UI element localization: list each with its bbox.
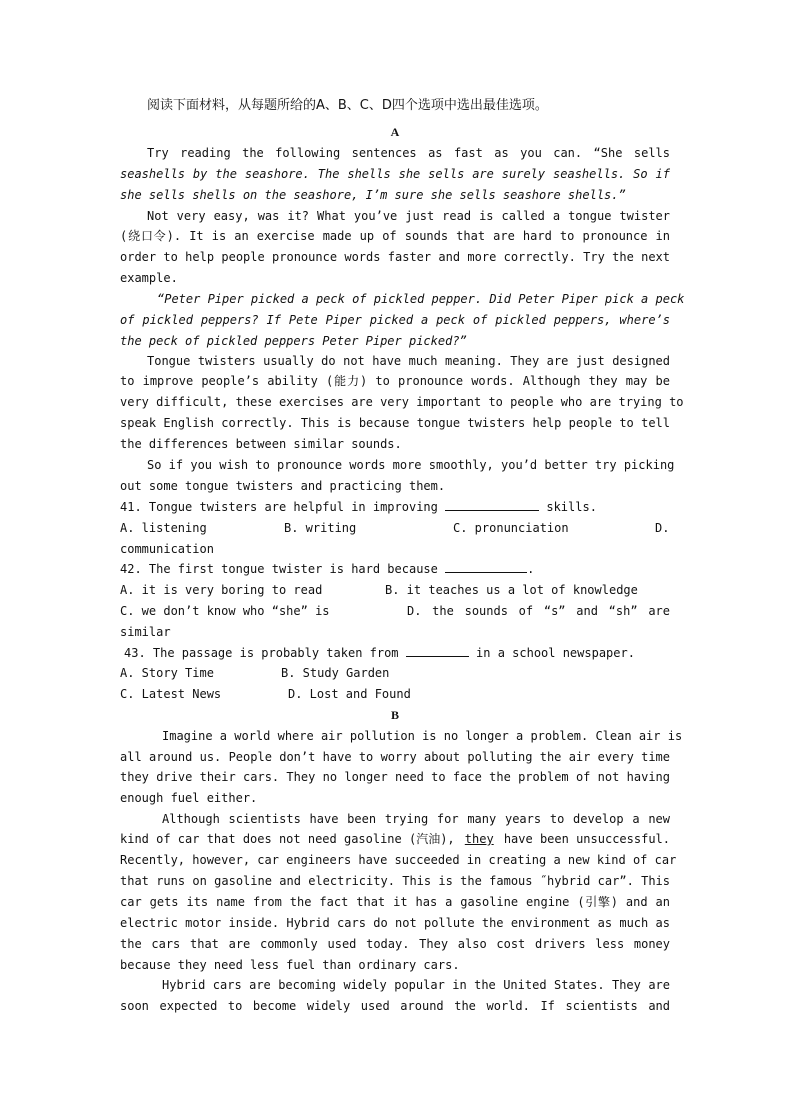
a-p5-line2: out some tongue twisters and practicing them. [120, 479, 446, 493]
b-p2-line4: that runs on gasoline and electricity. This is the famous ˝hybrid car”. This [120, 874, 670, 888]
b-p3-line2: soon expected to become widely used around the world. If scientists and [120, 999, 670, 1013]
a-p2-line2: (绕口令). It is an exercise made up of sounds that are hard to pronounce in [120, 229, 670, 243]
q42-option-d-text: similar [120, 625, 171, 639]
a-p4-line4: speak English correctly. This is because tongue twisters help people to tell [120, 416, 670, 430]
b-p2-line5: car gets its name from the fact that it has a gasoline engine (引擎) and an [120, 895, 670, 909]
a-p1-line2: seashells by the seashore. The shells she sells are surely seashells. So if [120, 167, 670, 181]
b-p2-line8: because they need less fuel than ordinary cars. [120, 958, 460, 972]
a-p3-line3: the peck of pickled peppers Peter Piper picked?” [120, 334, 467, 348]
section-a-heading: A [390, 125, 400, 139]
a-p2-line3: order to help people pronounce words faster and more correctly. Try the next [120, 250, 670, 264]
q42-stem: 42. The first tongue twister is hard because . [120, 562, 535, 576]
q41-blank [445, 499, 539, 511]
a-p3-line1: “Peter Piper picked a peck of pickled pepper. Did Peter Piper pick a peck [157, 292, 685, 306]
b-p3-line1: Hybrid cars are becoming widely popular in the United States. They are [162, 978, 670, 992]
b-p2-line1: Although scientists have been trying for many years to develop a new [162, 812, 670, 826]
a-p4-line2: to improve people’s ability (能力) to pronounce words. Although they may be [120, 374, 670, 388]
a-p1-line3: she sells shells on the seashore, I’m sure she sells seashore shells.” [120, 188, 626, 202]
a-p2-line1: Not very easy, was it? What you’ve just read is called a tongue twister [147, 209, 670, 223]
a-p1-line1: Try reading the following sentences as fast as you can. “She sells [147, 146, 670, 160]
q42-option-d: D. the sounds of “s” and “sh” are [407, 604, 670, 618]
section-b-heading: B [390, 708, 399, 722]
a-p3-line2: of pickled peppers? If Pete Piper picked a peck of pickled peppers, where’s [120, 313, 670, 327]
q41-option-d: D. [655, 521, 670, 535]
a-p4-line5: the differences between similar sounds. [120, 437, 402, 451]
b-p2-line6: electric motor inside. Hybrid cars do not pollute the environment as much as [120, 916, 670, 930]
underlined-they: they [464, 832, 494, 846]
a-p2-line4: example. [120, 271, 178, 285]
q41-stem: 41. Tongue twisters are helpful in improving skills. [120, 500, 597, 514]
b-p2-line7: the cars that are commonly used today. They also cost drivers less money [120, 937, 670, 951]
b-p1-line3: they drive their cars. They no longer need to face the problem of not having [120, 770, 670, 784]
q41-option-b: B. writing [284, 521, 357, 535]
q43-stem: 43. The passage is probably taken from in a school newspaper. [124, 646, 635, 660]
q41-option-a: A. listening [120, 521, 207, 535]
q41-option-c: C. pronunciation [453, 521, 569, 535]
q42-option-c: C. we don’t know who “she” is [120, 604, 330, 618]
b-p2-line3: Recently, however, car engineers have succeeded in creating a new kind of car [120, 853, 677, 867]
q43-option-a: A. Story Time [120, 666, 214, 680]
q43-option-c: C. Latest News [120, 687, 222, 701]
instruction: 阅读下面材料，从每题所给的A、B、C、D四个选项中选出最佳选项。 [147, 98, 548, 113]
b-p1-line2: all around us. People don’t have to worry about polluting the air every time [120, 750, 670, 764]
a-p4-line1: Tongue twisters usually do not have much meaning. They are just designed [147, 354, 670, 368]
q43-option-d: D. Lost and Found [288, 687, 411, 701]
q41-option-d-text: communication [120, 542, 214, 556]
b-p1-line4: enough fuel either. [120, 791, 258, 805]
b-p2-line2: kind of car that does not need gasoline (汽油), they have been unsuccessful. [120, 832, 670, 846]
q42-blank [445, 561, 527, 573]
q43-option-b: B. Study Garden [281, 666, 390, 680]
q42-option-b: B. it teaches us a lot of knowledge [385, 583, 638, 597]
q43-blank [406, 645, 469, 657]
q42-option-a: A. it is very boring to read [120, 583, 323, 597]
b-p1-line1: Imagine a world where air pollution is no longer a problem. Clean air is [162, 729, 683, 743]
a-p5-line1: So if you wish to pronounce words more smoothly, you’d better try picking [147, 458, 675, 472]
a-p4-line3: very difficult, these exercises are very important to people who are trying to [120, 395, 684, 409]
